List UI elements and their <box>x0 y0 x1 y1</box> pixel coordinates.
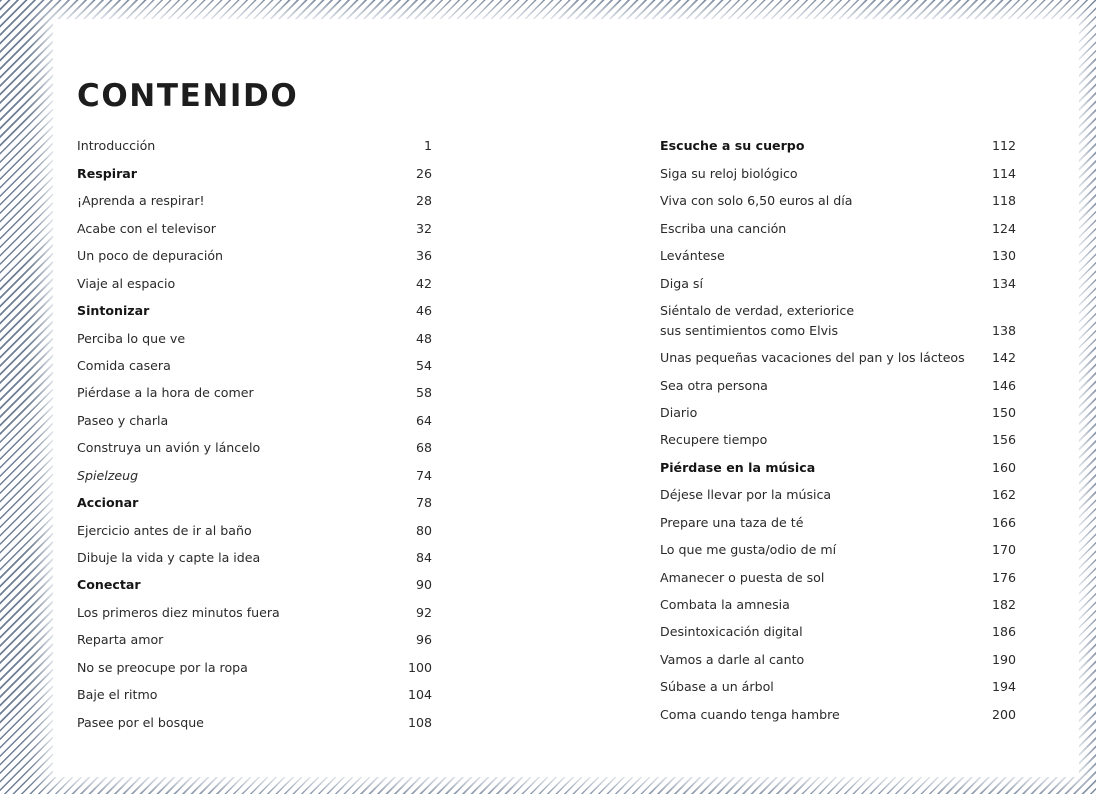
toc-entry-title <box>77 301 372 321</box>
toc-entry-title-line: Perciba lo que ve <box>77 330 186 346</box>
toc-entry-title-line: Comida casera <box>77 357 171 373</box>
toc-page-number: 96 <box>415 632 432 648</box>
toc-entry <box>77 190 432 217</box>
toc-entry <box>77 437 432 464</box>
toc-entry-title-line: Baje el ritmo <box>77 687 158 703</box>
toc-page-number: 186 <box>991 624 1016 640</box>
toc-entry <box>660 594 1016 621</box>
toc-entry <box>660 162 1016 189</box>
toc-page-number: 108 <box>407 714 432 730</box>
toc-entry-title <box>77 383 372 403</box>
toc-section-entry <box>660 135 1016 162</box>
toc-entry <box>77 601 432 628</box>
toc-page-number: 64 <box>415 412 432 428</box>
toc-entry-title <box>660 219 956 239</box>
toc-entry <box>660 621 1016 648</box>
toc-entry <box>77 519 432 546</box>
toc-entry-title <box>77 219 372 239</box>
toc-entry <box>660 511 1016 538</box>
toc-entry <box>77 135 432 162</box>
toc-section-entry <box>77 300 432 327</box>
toc-entry <box>77 272 432 299</box>
toc-page-number: 80 <box>415 522 432 538</box>
toc-page-number: 156 <box>991 432 1016 448</box>
toc-entry-title-line: Unas pequeñas vacaciones del pan y los lácteos <box>660 350 965 366</box>
toc-page-number: 90 <box>415 577 432 593</box>
toc-entry-title <box>660 568 956 588</box>
toc-page-number: 118 <box>991 193 1016 209</box>
toc-entry-title-line: Desintoxicación digital <box>660 624 803 640</box>
toc-page-number: 124 <box>991 220 1016 236</box>
toc-entry <box>660 272 1016 299</box>
toc-page-number: 176 <box>991 569 1016 585</box>
toc-entry-title <box>660 430 956 450</box>
toc-entry <box>77 245 432 272</box>
toc-entry-title-line: Coma cuando tenga hambre <box>660 706 840 722</box>
toc-entry <box>77 217 432 244</box>
toc-entry-title <box>660 376 956 396</box>
toc-entry-title <box>660 595 956 615</box>
toc-entry-title <box>77 493 372 513</box>
page-title: CONTENIDO <box>77 78 299 114</box>
toc-entry-title <box>77 521 372 541</box>
toc-entry-title-line: Prepare una taza de té <box>660 514 804 530</box>
toc-entry <box>77 355 432 382</box>
toc-entry <box>77 656 432 683</box>
toc-entry-title-line: Súbase a un árbol <box>660 679 774 695</box>
toc-entry-title <box>660 650 956 670</box>
toc-entry <box>77 711 432 738</box>
toc-entry-title <box>77 466 372 486</box>
toc-entry <box>660 676 1016 703</box>
toc-entry <box>660 484 1016 511</box>
toc-page-number: 142 <box>991 350 1016 366</box>
toc-entry-title-line: Diario <box>660 404 698 420</box>
toc-page-number: 146 <box>991 377 1016 393</box>
toc-page-number: 36 <box>415 248 432 264</box>
toc-page-number: 190 <box>991 651 1016 667</box>
toc-entry-title <box>77 713 372 733</box>
toc-entry-title-line: Accionar <box>77 495 139 511</box>
toc-entry <box>660 402 1016 429</box>
toc-entry-title-line: Los primeros diez minutos fuera <box>77 604 280 620</box>
toc-entry <box>660 374 1016 401</box>
toc-page-number: 114 <box>991 165 1016 181</box>
toc-page-number: 58 <box>415 385 432 401</box>
toc-page-number: 162 <box>991 487 1016 503</box>
toc-entry-title-line: Amanecer o puesta de sol <box>660 569 825 585</box>
toc-page-number: 160 <box>991 459 1016 475</box>
toc-entry-title-line: Piérdase en la música <box>660 459 816 475</box>
toc-entry-title <box>77 438 372 458</box>
toc-page-number: 68 <box>415 440 432 456</box>
toc-entry-title-line: Déjese llevar por la música <box>660 487 832 503</box>
toc-page-number: 26 <box>415 165 432 181</box>
toc-page-number: 150 <box>991 404 1016 420</box>
toc-page-number: 170 <box>991 542 1016 558</box>
toc-entry-title <box>660 301 956 341</box>
toc-entry <box>660 539 1016 566</box>
toc-entry <box>660 347 1016 374</box>
toc-entry <box>660 703 1016 730</box>
toc-entry-title-line: Paseo y charla <box>77 412 169 428</box>
toc-page-number: 32 <box>415 220 432 236</box>
toc-entry-title <box>77 548 372 568</box>
toc-entry-title <box>77 603 372 623</box>
toc-entry-title-line: Spielzeug <box>77 467 139 483</box>
toc-entry-title <box>77 630 372 650</box>
toc-entry-title-line: Ejercicio antes de ir al baño <box>77 522 252 538</box>
toc-page-number: 182 <box>991 597 1016 612</box>
toc-page-number: 28 <box>415 193 432 209</box>
toc-page-number: 134 <box>991 275 1016 291</box>
toc-entry-title-line: Dibuje la vida y capte la idea <box>77 550 261 565</box>
document-page <box>53 19 1079 777</box>
toc-page-number: 200 <box>991 706 1016 722</box>
toc-entry-title-line: Recupere tiempo <box>660 432 768 448</box>
toc-page-number: 42 <box>415 275 432 291</box>
toc-entry <box>77 464 432 491</box>
toc-section-entry <box>77 492 432 519</box>
toc-entry-title-line: Siéntalo de verdad, exteriorice <box>660 302 855 318</box>
toc-entry <box>660 300 1016 347</box>
toc-entry <box>660 245 1016 272</box>
toc-page-number: 1 <box>423 138 432 154</box>
toc-entry-title <box>660 136 956 156</box>
toc-entry-title-line: Introducción <box>77 138 156 154</box>
toc-entry-title <box>660 403 956 423</box>
toc-entry-title-line: Escriba una canción <box>660 220 787 236</box>
toc-page-number: 84 <box>415 550 432 565</box>
toc-entry-title-line: Sintonizar <box>77 303 150 319</box>
toc-entry-title-line: Construya un avión y láncelo <box>77 440 261 456</box>
toc-entry-title <box>77 136 372 156</box>
toc-entry-title-line: Conectar <box>77 577 141 593</box>
toc-entry-title-line: Viva con solo 6,50 euros al día <box>660 193 853 209</box>
toc-entry-title <box>660 485 956 505</box>
toc-column-right <box>660 135 1016 731</box>
toc-entry-title-line: Lo que me gusta/odio de mí <box>660 542 837 558</box>
toc-section-entry <box>77 574 432 601</box>
toc-entry-title <box>77 191 372 211</box>
toc-entry-title <box>660 348 965 368</box>
toc-entry-title <box>77 246 372 266</box>
toc-page-number: 48 <box>415 330 432 346</box>
toc-entry <box>77 409 432 436</box>
toc-entry-title-line: Combata la amnesia <box>660 597 790 612</box>
toc-entry-title <box>660 164 956 184</box>
toc-entry-title-line: Vamos a darle al canto <box>660 651 805 667</box>
toc-entry <box>660 648 1016 675</box>
toc-entry-title-line: Acabe con el televisor <box>77 220 216 236</box>
toc-page-number: 54 <box>415 357 432 373</box>
toc-column-left <box>77 135 432 739</box>
toc-entry-title-line: Escuche a su cuerpo <box>660 138 805 154</box>
toc-page-number: 46 <box>415 303 432 319</box>
toc-entry-title <box>660 274 956 294</box>
toc-page-number: 130 <box>991 248 1016 264</box>
toc-entry <box>660 217 1016 244</box>
toc-section-entry <box>660 456 1016 483</box>
toc-entry-title-line: sus sentimientos como Elvis <box>660 322 839 338</box>
toc-page-number: 104 <box>407 687 432 703</box>
toc-entry-title-line: Un poco de depuración <box>77 248 224 264</box>
toc-page-number: 194 <box>991 679 1016 695</box>
toc-page-number: 78 <box>415 495 432 511</box>
toc-entry-title-line: Pasee por el bosque <box>77 714 204 730</box>
toc-entry-title-line: Sea otra persona <box>660 377 768 393</box>
toc-entry-title-line: ¡Aprenda a respirar! <box>77 193 205 209</box>
toc-entry <box>660 429 1016 456</box>
toc-entry-title-line: Respirar <box>77 165 137 181</box>
toc-entry-title <box>660 191 956 211</box>
toc-entry-title <box>77 274 372 294</box>
toc-entry-title <box>77 411 372 431</box>
toc-page-number: 100 <box>407 659 432 675</box>
toc-entry-title-line: Siga su reloj biológico <box>660 165 798 181</box>
toc-entry-title <box>660 540 956 560</box>
toc-page-number: 92 <box>415 604 432 620</box>
toc-entry-title-line: Piérdase a la hora de comer <box>77 385 254 401</box>
toc-entry <box>660 566 1016 593</box>
toc-entry <box>77 382 432 409</box>
toc-entry-title <box>660 513 956 533</box>
toc-entry <box>77 547 432 574</box>
toc-entry-title-line: Levántese <box>660 248 725 264</box>
toc-entry-title <box>77 329 372 349</box>
toc-page-number: 112 <box>991 138 1016 154</box>
toc-entry-title <box>77 164 372 184</box>
toc-entry-title <box>77 658 372 678</box>
toc-entry-title-line: Diga sí <box>660 275 703 291</box>
toc-entry-title-line: Reparta amor <box>77 632 164 648</box>
toc-entry-title <box>660 705 956 725</box>
toc-section-entry <box>77 162 432 189</box>
toc-entry-title <box>77 575 372 595</box>
toc-entry-title-line: No se preocupe por la ropa <box>77 659 248 675</box>
toc-entry <box>77 629 432 656</box>
toc-entry <box>77 684 432 711</box>
toc-page-number: 138 <box>991 322 1016 338</box>
toc-entry <box>660 190 1016 217</box>
toc-entry-title <box>660 677 956 697</box>
toc-entry-title <box>77 356 372 376</box>
toc-page-number: 74 <box>415 467 432 483</box>
toc-entry-title <box>77 685 372 705</box>
toc-entry <box>77 327 432 354</box>
toc-page-number: 166 <box>991 514 1016 530</box>
toc-entry-title <box>660 458 956 478</box>
toc-entry-title-line: Viaje al espacio <box>77 275 176 291</box>
toc-entry-title <box>660 622 956 642</box>
toc-entry-title <box>660 246 956 266</box>
